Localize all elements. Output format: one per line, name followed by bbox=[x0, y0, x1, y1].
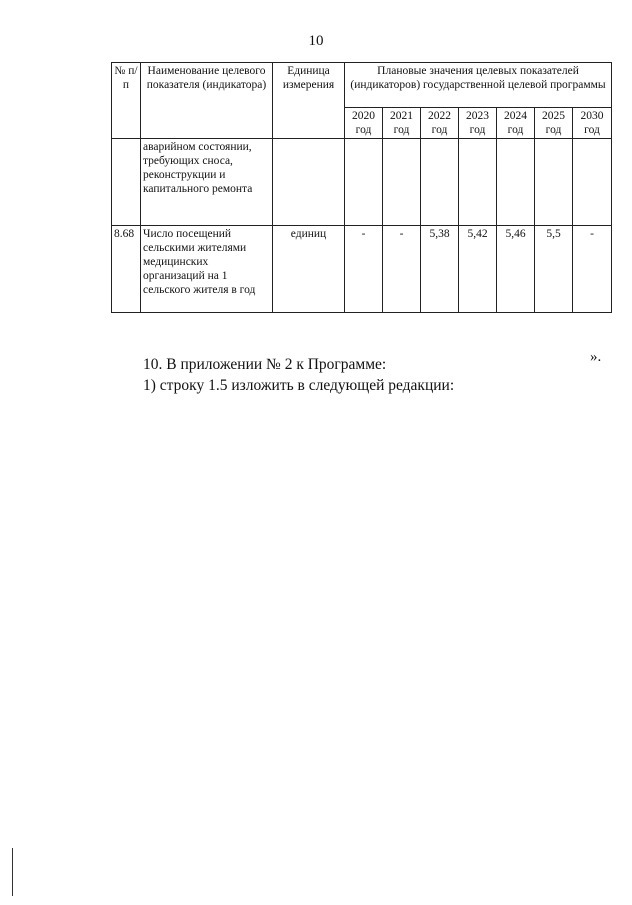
row-name: Число посещений сельскими жителями медицинских организаций на 1 сельского жителя в год bbox=[141, 226, 273, 313]
header-name: Наименование целевого показателя (индикатора) bbox=[141, 63, 273, 139]
row-unit: единиц bbox=[273, 226, 345, 313]
header-planned: Плановые значения целевых показателей (индикаторов) государственной целевой программы bbox=[345, 63, 612, 108]
row-value bbox=[345, 139, 383, 226]
row-unit bbox=[273, 139, 345, 226]
scan-edge-line bbox=[12, 848, 13, 896]
row-value bbox=[497, 139, 535, 226]
header-num: № п/п bbox=[112, 63, 141, 139]
table-row bbox=[112, 139, 612, 226]
header-year: 2020 год bbox=[345, 108, 383, 139]
row-value bbox=[383, 139, 421, 226]
header-year: 2022 год bbox=[421, 108, 459, 139]
row-value: 5,5 bbox=[535, 226, 573, 313]
row-value bbox=[535, 139, 573, 226]
header-year: 2024 год bbox=[497, 108, 535, 139]
closing-quote: ». bbox=[590, 349, 602, 365]
header-year: 2025 год bbox=[535, 108, 573, 139]
row-value: 5,42 bbox=[459, 226, 497, 313]
page-number: 10 bbox=[308, 33, 324, 49]
table-header-row bbox=[112, 63, 612, 108]
row-num: 8.68 bbox=[112, 226, 141, 313]
row-value: - bbox=[345, 226, 383, 313]
header-year: 2023 год bbox=[459, 108, 497, 139]
row-value: 5,38 bbox=[421, 226, 459, 313]
row-value: - bbox=[573, 226, 612, 313]
paragraph-appendix: 10. В приложении № 2 к Программе: bbox=[143, 356, 387, 373]
row-value: - bbox=[383, 226, 421, 313]
row-name: аварийном состоянии, требующих сноса, реконструкции и капитального ремонта bbox=[141, 139, 273, 226]
row-num bbox=[112, 139, 141, 226]
header-year: 2021 год bbox=[383, 108, 421, 139]
paragraph-row-instruction: 1) строку 1.5 изложить в следующей редакции: bbox=[143, 377, 455, 394]
row-value: 5,46 bbox=[497, 226, 535, 313]
table-row bbox=[112, 226, 612, 313]
row-value bbox=[459, 139, 497, 226]
header-year: 2030 год bbox=[573, 108, 612, 139]
row-value bbox=[573, 139, 612, 226]
indicators-table bbox=[111, 62, 612, 313]
row-value bbox=[421, 139, 459, 226]
header-unit: Единица измерения bbox=[273, 63, 345, 139]
